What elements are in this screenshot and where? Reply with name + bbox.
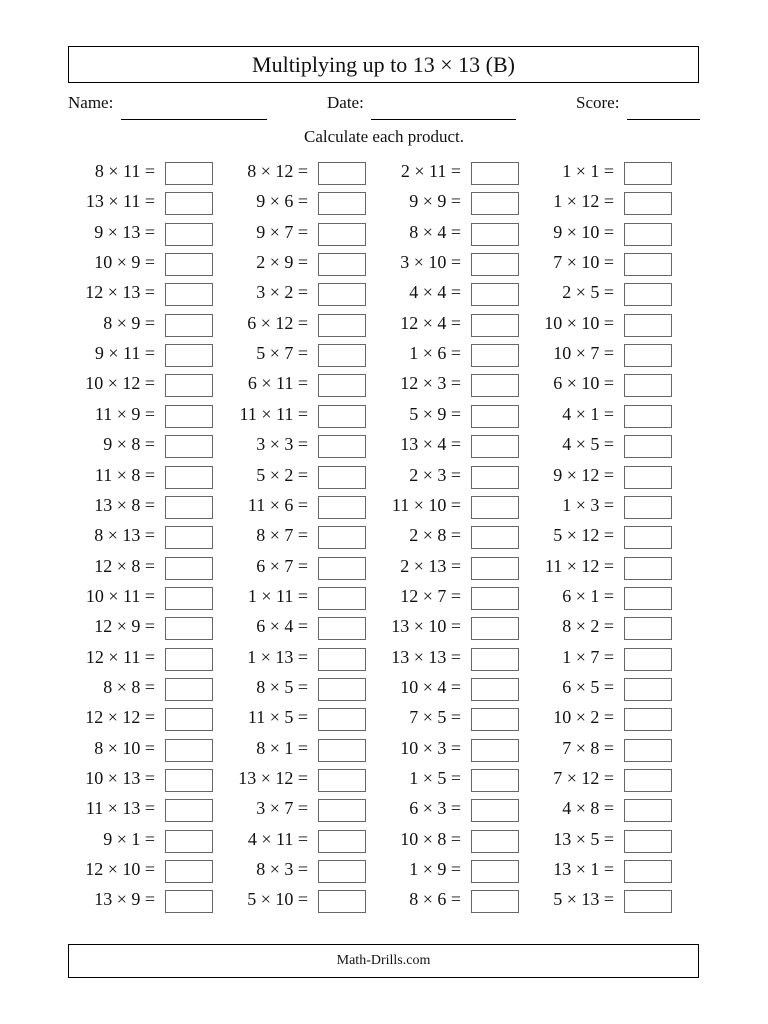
problem-expression: 13 × 9 = [94, 889, 155, 910]
problem-expression: 6 × 3 = [409, 798, 461, 819]
answer-box[interactable] [624, 162, 672, 185]
problem-row [0, 856, 768, 886]
problem-expression: 1 × 5 = [409, 768, 461, 788]
answer-box[interactable] [624, 678, 672, 701]
problem-expression: 10 × 3 = [400, 737, 461, 758]
answer-box[interactable] [624, 253, 672, 276]
problem-expression: 5 × 10 = [247, 889, 308, 910]
problem-expression: 8 × 2 = [562, 616, 614, 637]
problem-expression: 6 × 12 = [247, 312, 308, 333]
problem-expression: 10 × 7 = [553, 343, 614, 364]
problem-expression: 6 × 11 = [247, 373, 308, 394]
answer-box[interactable] [624, 769, 672, 792]
problem-expression: 12 × 12 = [85, 707, 155, 728]
problem-expression: 9 × 8 = [103, 434, 155, 455]
problem-expression: 1 × 6 = [409, 343, 461, 364]
problem-row [0, 370, 768, 400]
problem-row [0, 886, 768, 916]
problem-expression: 1 × 11 = [247, 585, 308, 606]
problem-expression: 4 × 11 = [247, 828, 308, 849]
problem-row [0, 674, 768, 704]
problem-expression: 10 × 8 = [400, 828, 461, 849]
problem-expression: 8 × 12 = [247, 161, 308, 181]
problem-expression: 11 × 6 = [247, 494, 308, 515]
problem-row [0, 279, 768, 309]
name-line[interactable] [121, 119, 267, 120]
problem-expression: 2 × 5 = [562, 282, 614, 303]
answer-box[interactable] [624, 466, 672, 489]
problem-expression: 8 × 7 = [256, 525, 308, 546]
problem-row [0, 735, 768, 765]
date-label: Date: [327, 93, 364, 112]
answer-box[interactable] [624, 496, 672, 519]
problem-expression: 11 × 8 = [94, 464, 155, 485]
problem-expression: 6 × 4 = [256, 616, 308, 637]
score-line[interactable] [627, 119, 700, 120]
problem-expression: 7 × 12 = [553, 768, 614, 788]
answer-box[interactable] [624, 799, 672, 822]
answer-box[interactable] [624, 739, 672, 762]
problem-expression: 5 × 7 = [256, 343, 308, 364]
problem-expression: 11 × 5 = [247, 707, 308, 728]
problem-expression: 1 × 9 = [409, 859, 461, 880]
problem-expression: 7 × 10 = [553, 252, 614, 273]
problem-expression: 4 × 8 = [562, 798, 614, 819]
problem-expression: 11 × 10 = [391, 494, 461, 515]
problem-expression: 6 × 1 = [562, 585, 614, 606]
problem-expression: 11 × 9 = [94, 403, 155, 424]
problem-expression: 13 × 10 = [391, 616, 461, 637]
problem-expression: 5 × 9 = [409, 403, 461, 424]
answer-box[interactable] [624, 860, 672, 883]
problem-expression: 12 × 13 = [85, 282, 155, 303]
answer-box[interactable] [624, 405, 672, 428]
problem-expression: 8 × 1 = [256, 737, 308, 758]
answer-box[interactable] [624, 830, 672, 853]
problem-expression: 3 × 2 = [256, 282, 308, 303]
answer-box[interactable] [624, 435, 672, 458]
problem-row [0, 158, 768, 188]
footer [68, 944, 699, 978]
problem-row [0, 340, 768, 370]
problem-expression: 11 × 12 = [544, 555, 614, 576]
problem-expression: 5 × 2 = [256, 464, 308, 485]
problem-expression: 2 × 9 = [256, 252, 308, 273]
problem-row [0, 765, 768, 795]
problem-expression: 13 × 11 = [85, 191, 155, 212]
problem-row [0, 644, 768, 674]
score-label: Score: [576, 93, 620, 112]
problem-expression: 12 × 9 = [94, 616, 155, 637]
problem-expression: 5 × 13 = [553, 889, 614, 910]
problem-expression: 8 × 3 = [256, 859, 308, 880]
problem-expression: 8 × 4 = [409, 221, 461, 242]
problem-expression: 1 × 1 = [562, 161, 614, 181]
problem-expression: 3 × 7 = [256, 798, 308, 819]
problem-row [0, 401, 768, 431]
problem-expression: 8 × 6 = [409, 889, 461, 910]
problem-expression: 4 × 5 = [562, 434, 614, 455]
problem-expression: 9 × 11 = [94, 343, 155, 364]
problem-expression: 12 × 8 = [94, 555, 155, 576]
problem-expression: 13 × 13 = [391, 646, 461, 667]
problem-expression: 6 × 5 = [562, 676, 614, 697]
problem-row [0, 431, 768, 461]
problem-expression: 2 × 11 = [400, 161, 461, 181]
problem-expression: 1 × 7 = [562, 646, 614, 667]
problem-expression: 8 × 9 = [103, 312, 155, 333]
problem-expression: 9 × 7 = [256, 221, 308, 242]
problem-expression: 8 × 8 = [103, 676, 155, 697]
answer-box[interactable] [624, 648, 672, 671]
problem-expression: 3 × 10 = [400, 252, 461, 273]
problem-expression: 13 × 12 = [238, 768, 308, 788]
problem-expression: 5 × 12 = [553, 525, 614, 546]
problem-expression: 9 × 9 = [409, 191, 461, 212]
problem-expression: 12 × 11 = [85, 646, 155, 667]
problem-expression: 10 × 10 = [544, 312, 614, 333]
problem-expression: 10 × 12 = [85, 373, 155, 394]
problem-expression: 6 × 7 = [256, 555, 308, 576]
problem-expression: 8 × 11 = [94, 161, 155, 181]
problem-expression: 2 × 3 = [409, 464, 461, 485]
problem-expression: 13 × 8 = [94, 494, 155, 515]
problem-expression: 3 × 3 = [256, 434, 308, 455]
problem-expression: 10 × 11 = [85, 585, 155, 606]
answer-box[interactable] [624, 587, 672, 610]
problem-expression: 11 × 13 = [85, 798, 155, 819]
problem-expression: 9 × 6 = [256, 191, 308, 212]
worksheet-title [68, 46, 699, 83]
answer-box[interactable] [624, 617, 672, 640]
answer-box[interactable] [624, 314, 672, 337]
problem-expression: 8 × 10 = [94, 737, 155, 758]
problem-expression: 4 × 1 = [562, 403, 614, 424]
problem-expression: 10 × 4 = [400, 676, 461, 697]
date-line[interactable] [371, 119, 516, 120]
problem-expression: 12 × 3 = [400, 373, 461, 394]
problem-expression: 1 × 3 = [562, 494, 614, 515]
problem-expression: 7 × 5 = [409, 707, 461, 728]
problem-expression: 6 × 10 = [553, 373, 614, 394]
title-text: Multiplying up to 13 × 13 (B) [252, 51, 515, 77]
problem-expression: 12 × 4 = [400, 312, 461, 333]
problem-expression: 7 × 8 = [562, 737, 614, 758]
answer-box[interactable] [624, 192, 672, 215]
problem-expression: 10 × 9 = [94, 252, 155, 273]
problem-row [0, 613, 768, 643]
problem-expression: 8 × 5 = [256, 676, 308, 697]
problem-row [0, 188, 768, 218]
problem-expression: 13 × 5 = [553, 828, 614, 849]
problem-row [0, 704, 768, 734]
problem-expression: 2 × 13 = [400, 555, 461, 576]
answer-box[interactable] [624, 526, 672, 549]
problem-row [0, 310, 768, 340]
problem-expression: 9 × 1 = [103, 828, 155, 849]
problem-expression: 11 × 11 = [239, 403, 308, 424]
problem-expression: 13 × 1 = [553, 859, 614, 880]
problem-expression: 1 × 13 = [247, 646, 308, 667]
problem-row [0, 249, 768, 279]
problem-expression: 9 × 13 = [94, 221, 155, 242]
footer-text: Math-Drills.com [336, 953, 431, 968]
problem-expression: 4 × 4 = [409, 282, 461, 303]
instructions: Calculate each product. [303, 127, 464, 146]
problem-row [0, 462, 768, 492]
problem-expression: 12 × 10 = [85, 859, 155, 880]
problem-row [0, 219, 768, 249]
problem-expression: 2 × 8 = [409, 525, 461, 546]
answer-box[interactable] [624, 344, 672, 367]
problem-row [0, 795, 768, 825]
problem-expression: 9 × 10 = [553, 221, 614, 242]
answer-box[interactable] [624, 708, 672, 731]
problem-expression: 12 × 7 = [400, 585, 461, 606]
answer-box[interactable] [624, 374, 672, 397]
problem-expression: 1 × 12 = [553, 191, 614, 212]
answer-box[interactable] [624, 890, 672, 913]
problem-expression: 10 × 13 = [85, 768, 155, 788]
problem-row [0, 583, 768, 613]
answer-box[interactable] [624, 557, 672, 580]
answer-box[interactable] [624, 283, 672, 306]
problem-row [0, 492, 768, 522]
problem-expression: 9 × 12 = [553, 464, 614, 485]
name-label: Name: [68, 93, 114, 112]
problem-row [0, 522, 768, 552]
answer-box[interactable] [624, 223, 672, 246]
problem-expression: 13 × 4 = [400, 434, 461, 455]
problem-row [0, 826, 768, 856]
problem-row [0, 553, 768, 583]
problem-expression: 10 × 2 = [553, 707, 614, 728]
problem-expression: 8 × 13 = [94, 525, 155, 546]
